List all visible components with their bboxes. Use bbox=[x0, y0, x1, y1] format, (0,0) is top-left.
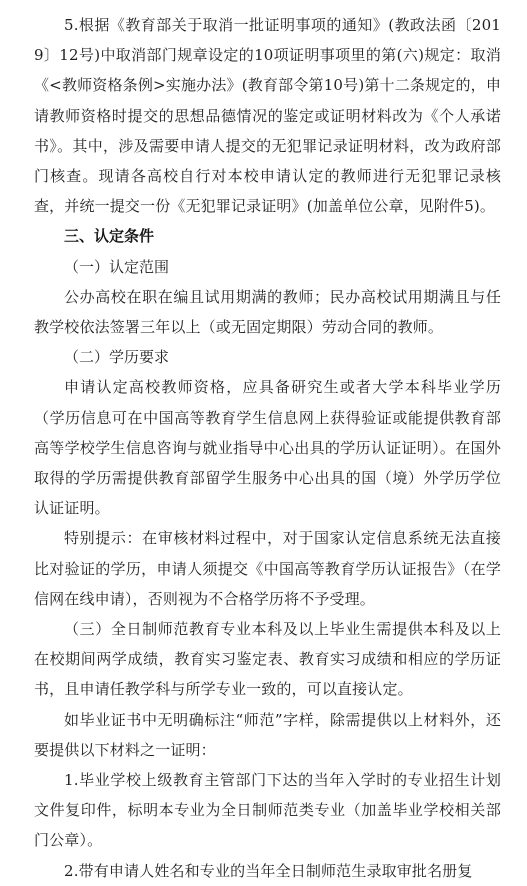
special-note: 特别提示：在审核材料过程中，对于国家认定信息系统无法直接比对验证的学历，申请人须提交《中国高等教育学历认证报告》（在学信网在线申请），否则视为不合格学历将不予受理。 bbox=[34, 529, 501, 608]
certificate-note: 如毕业证书中无明确标注“师范”字样，除需提供以上材料外，还要提供以下材料之一证明： bbox=[34, 710, 501, 759]
sub-1-text: 公办高校在职在编且试用期满的教师；民办高校试用期满且与任教学校依法签署三年以上（或无固定期限）劳动合同的教师。 bbox=[34, 287, 501, 337]
sub-2-heading: （二）学历要求 bbox=[64, 348, 170, 367]
material-1: 1.毕业学校上级教育主管部门下达的当年入学时的专业招生计划文件复印件，标明本专业为全日制师范类专业（加盖毕业学校相关部门公章）。 bbox=[34, 771, 501, 850]
sub-3-text: （三）全日制师范教育专业本科及以上毕业生需提供本科及以上在校期间两学成绩，教育实习鉴定表、教育实习成绩和相应的学历证书，且申请任教学科与所学专业一致的，可以直接认定。 bbox=[34, 620, 501, 699]
material-2: 2.带有申请人姓名和专业的当年全日制师范生录取审批名册复 bbox=[64, 861, 473, 880]
paragraph-5: 5.根据《教育部关于取消一批证明事项的通知》(教政法函〔2019〕12号)中取消部门规章设定的10项证明事项里的第(六)规定：取消《<教师资格条例>实施办法》(教育部令第10号)第十二条规定的，申请教师资格时提交的思想品德情况的鉴定或证明材料改为《个人承诺书》。其中，涉及需要申请人提交的无犯罪记录证明材料，改为政府部门核查。现请各高校自行对本校申请认定的教师进行无犯罪记录核查，并统一提交一份《无犯罪记录证明》(加盖单位公章，见附件5)。 bbox=[34, 16, 501, 216]
sub-2-text: 申请认定高校教师资格，应具备研究生或者大学本科毕业学历（学历信息可在中国高等教育学生信息网上获得验证或能提供教育部高等学校学生信息咨询与就业指导中心出具的学历认证证明）。在国外取得的学历需提供教育部留学生服务中心出具的国（境）外学历学位认证证明。 bbox=[34, 378, 501, 518]
section-3-heading: 三、认定条件 bbox=[64, 227, 155, 246]
sub-1-heading: （一）认定范围 bbox=[64, 257, 170, 276]
